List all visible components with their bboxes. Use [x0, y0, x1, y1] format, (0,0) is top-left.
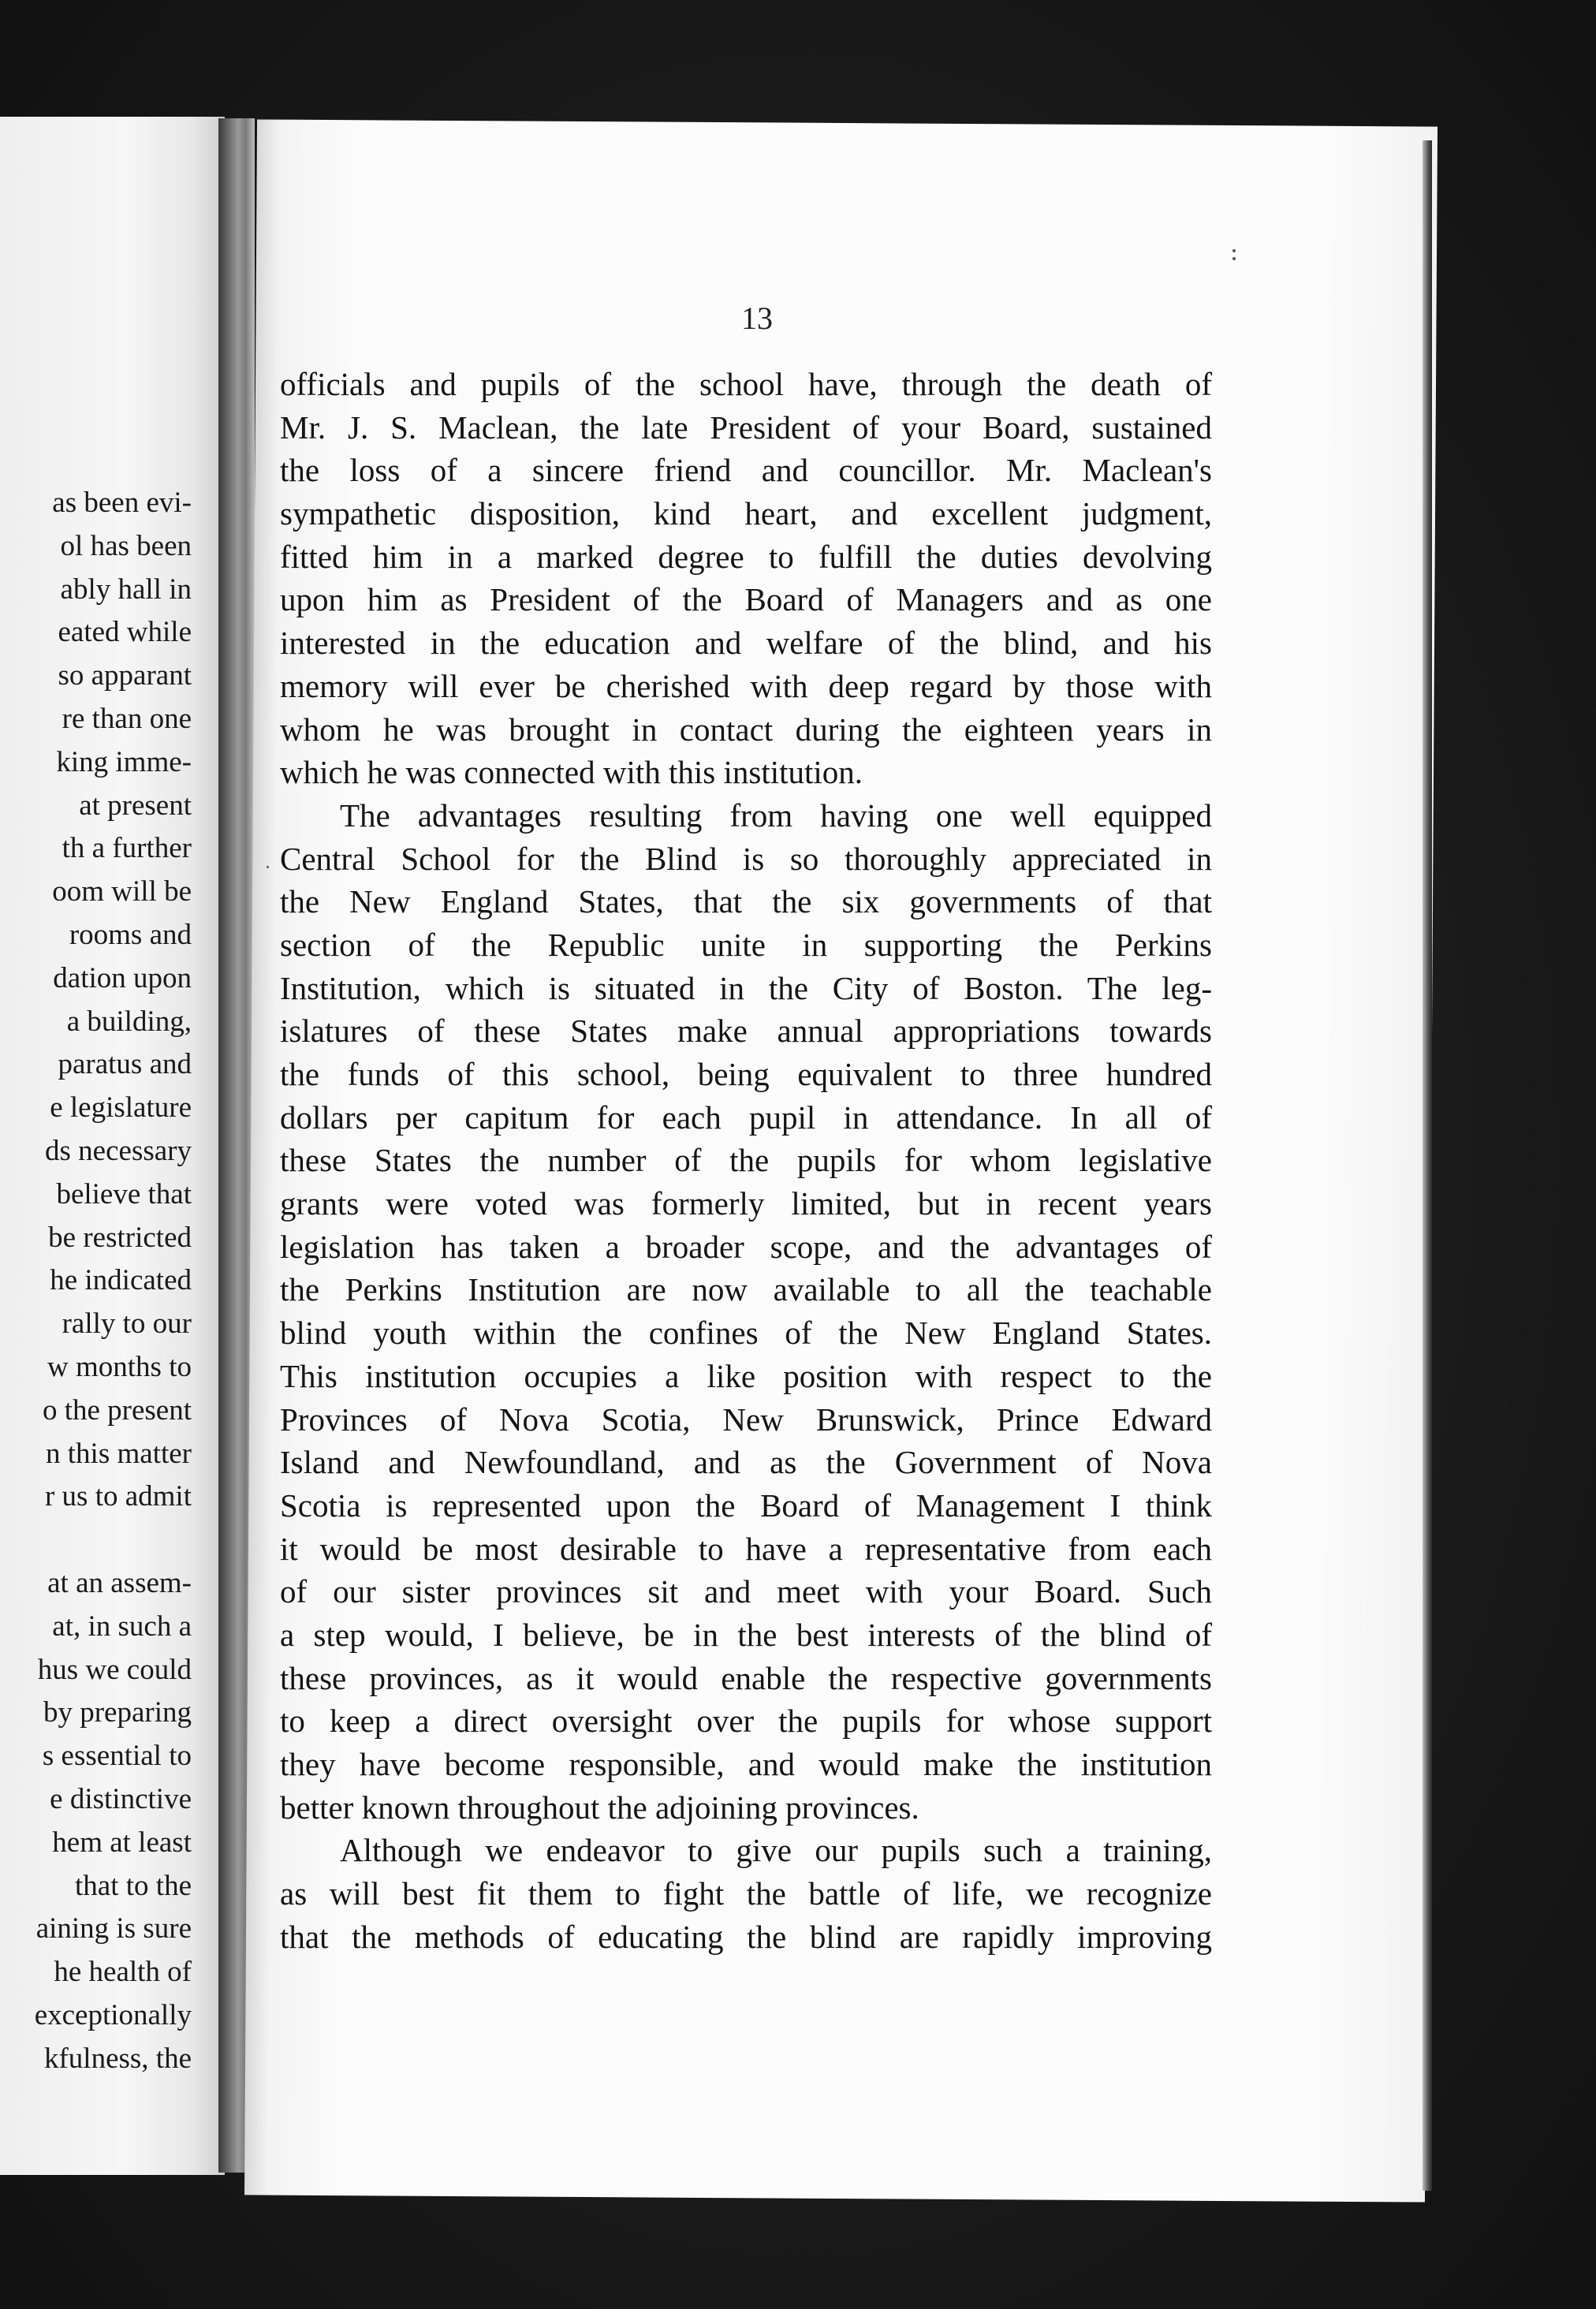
left-page-line: hus we could	[37, 1653, 192, 1686]
left-page-line: paratus and	[58, 1048, 192, 1081]
text-line: Provinces of Nova Scotia, New Brunswick, Prince Edward	[280, 1401, 1212, 1438]
text-line: officials and pupils of the school have, through the death of	[280, 366, 1212, 402]
left-page-line: n this matter	[46, 1437, 192, 1470]
left-page-line: ably hall in	[60, 573, 192, 606]
text-line: a step would, I believe, be in the best interests of the blind of	[280, 1616, 1212, 1653]
scan-speck	[1232, 257, 1236, 260]
text-line: the New England States, that the six governments of that	[280, 883, 1212, 920]
left-page-line: at an assem-	[47, 1566, 192, 1599]
left-page-line: he health of	[54, 1956, 192, 1989]
left-page-line: e distinctive	[50, 1782, 192, 1815]
text-line: whom he was brought in contact during the eighteen years in	[280, 711, 1212, 748]
text-line: Island and Newfoundland, and as the Government of Nova	[280, 1444, 1212, 1481]
paragraph	[280, 363, 1212, 794]
left-page-line: as been evi-	[52, 487, 192, 519]
left-page-text	[0, 482, 192, 2080]
left-page-line: that to the	[75, 1869, 192, 1902]
paragraph	[280, 1829, 1212, 1958]
text-line: Scotia is represented upon the Board of Management I think	[280, 1486, 1212, 1524]
left-page-line: dation upon	[53, 961, 192, 994]
text-line: dollars per capitum for each pupil in attendance. In all of	[280, 1099, 1212, 1136]
scan-speck	[1232, 249, 1236, 252]
left-page-line: r us to admit	[44, 1480, 192, 1513]
left-page-line: ol has been	[60, 529, 192, 562]
text-line: interested in the education and welfare of the blind, and his	[280, 625, 1212, 662]
text-line: islatures of these States make annual appropriations towards	[280, 1013, 1212, 1050]
left-page-line: believe that	[56, 1177, 192, 1210]
left-page-line	[0, 1519, 192, 1562]
left-page-line: eated while	[58, 616, 192, 649]
text-line: upon him as President of the Board of Managers and as one	[280, 581, 1212, 618]
left-page-line: by preparing	[43, 1696, 192, 1729]
text-line: This institution occupies a like position with respect to the	[280, 1357, 1212, 1394]
left-page-line: he indicated	[50, 1264, 192, 1297]
text-line: better known throughout the adjoining provinces.	[280, 1789, 919, 1826]
text-line: the loss of a sincere friend and councillor. Mr. Maclean's	[280, 452, 1212, 489]
scan-speck	[267, 866, 269, 868]
left-page-line: aining is sure	[35, 1912, 192, 1945]
left-page-line: ds necessary	[45, 1134, 192, 1167]
text-line: to keep a direct oversight over the pupils for whose support	[280, 1703, 1212, 1740]
text-line: of our sister provinces sit and meet with your Board. Such	[280, 1573, 1212, 1610]
left-page-line: exceptionally	[34, 1998, 192, 2031]
text-line: legislation has taken a broader scope, and the advantages of	[280, 1228, 1212, 1265]
left-page-line: e legislature	[50, 1091, 192, 1125]
left-page-line: o the present	[42, 1393, 192, 1427]
text-line: as will best fit them to fight the battle of life, we recognize	[280, 1875, 1212, 1912]
text-line: fitted him in a marked degree to fulfill the duties devolving	[280, 538, 1212, 575]
text-line: they have become responsible, and would make the institution	[280, 1746, 1212, 1782]
text-line: Institution, which is situated in the City of Boston. The leg-	[280, 969, 1212, 1006]
text-line: Although we endeavor to give our pupils such a training,	[340, 1832, 1212, 1869]
left-page-line: rally to our	[62, 1307, 192, 1341]
left-facing-page	[0, 117, 225, 2175]
right-page-edge	[1423, 140, 1432, 2191]
left-page-line: th a further	[62, 832, 192, 865]
left-page-line: rooms and	[69, 918, 192, 951]
text-line: these provinces, as it would enable the respective governments	[280, 1659, 1212, 1696]
text-line: that the methods of educating the blind are rapidly improving	[280, 1918, 1212, 1955]
page-body-text	[280, 363, 1212, 1958]
left-page-line: at, in such a	[52, 1610, 192, 1643]
paragraph	[280, 794, 1212, 1830]
left-page-line: oom will be	[52, 875, 192, 908]
left-page-line: hem at least	[52, 1826, 192, 1859]
left-page-line: so apparant	[58, 659, 192, 692]
text-line: the funds of this school, being equivalent to three hundred	[280, 1056, 1212, 1092]
text-line: Mr. J. S. Maclean, the late President of your Board, sustained	[280, 408, 1212, 446]
text-line: blind youth within the confines of the New England States.	[280, 1315, 1212, 1352]
left-page-line: king imme-	[56, 745, 192, 778]
left-page-line: kfulness, the	[43, 2042, 192, 2075]
page-number: 13	[741, 300, 773, 336]
text-line: grants were voted was formerly limited, but in recent years	[280, 1185, 1212, 1222]
left-page-line: re than one	[62, 702, 192, 735]
text-line: memory will ever be cherished with deep regard by those with	[280, 667, 1212, 704]
left-page-line: s essential to	[42, 1740, 192, 1773]
text-line: sympathetic disposition, kind heart, and excellent judgment,	[280, 495, 1212, 532]
text-line: it would be most desirable to have a representative from each	[280, 1530, 1212, 1567]
left-page-line: at present	[79, 789, 192, 822]
text-line: Central School for the Blind is so thoroughly appreciated in	[280, 840, 1212, 877]
left-page-line: a building,	[66, 1005, 192, 1038]
text-line: which he was connected with this institution.	[280, 754, 863, 791]
text-line: The advantages resulting from having one well equipped	[340, 796, 1212, 834]
left-page-line: be restricted	[48, 1221, 192, 1254]
text-line: the Perkins Institution are now available to all the teachable	[280, 1271, 1212, 1308]
text-line: these States the number of the pupils for whom legislative	[280, 1142, 1212, 1179]
text-line: section of the Republic unite in supporting the Perkins	[280, 926, 1212, 963]
left-page-line: w months to	[47, 1350, 192, 1383]
